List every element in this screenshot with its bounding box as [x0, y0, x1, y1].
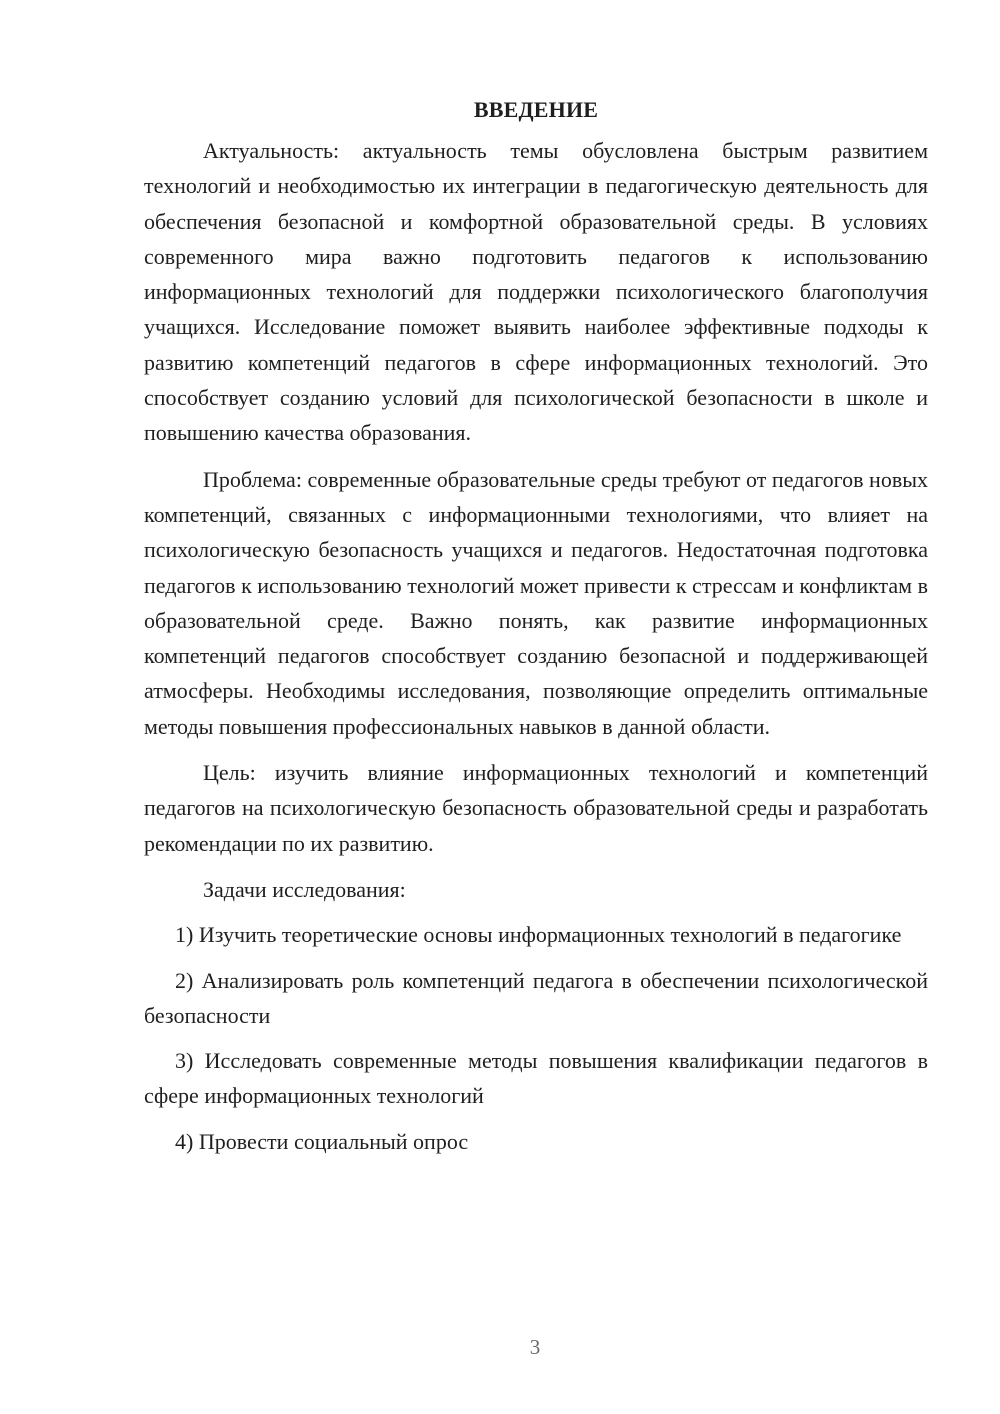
task-item-2: 2) Анализировать роль компетенций педагога в обеспечении психологической безопасности: [144, 967, 928, 1028]
paragraph-goal: Цель: изучить влияние информационных технологий и компетенций педагогов на психологическую безопасность образовательной среды и разработать рекомендации по их развитию.: [144, 760, 928, 856]
task-item-4: 4) Провести социальный опрос: [175, 1128, 469, 1154]
page-title: ВВЕДЕНИЕ: [473, 97, 599, 122]
task-item-3: 3) Исследовать современные методы повышения квалификации педагогов в сфере информационных технологий: [144, 1048, 928, 1109]
page-content: [144, 92, 928, 1169]
paragraph-problem: Проблема: современные образовательные среды требуют от педагогов новых компетенций, связанных с информационными технологиями, что влияет на психологическую безопасность учащихся и педагогов. Недостаточная подготовка педагогов к использованию технологий может привести к стрессам и конфликтам в образовательной среде. Важно понять, как развитие информационных компетенций педагогов способствует созданию безопасной и поддерживающей атмосферы. Необходимы исследования, позволяющие определить оптимальные методы повышения профессиональных навыков в данной области.: [144, 466, 928, 739]
page-number: 3: [529, 1335, 541, 1359]
paragraph-relevance: Актуальность: актуальность темы обусловлена быстрым развитием технологий и необходимостью их интеграции в педагогическую деятельность для обеспечения безопасной и комфортной образовательной среды. В условиях современного мира важно подготовить педагогов к использованию информационных технологий для поддержки психологического благополучия учащихся. Исследование поможет выявить наиболее эффективные подходы к развитию компетенций педагогов в сфере информационных технологий. Это способствует созданию условий для психологической безопасности в школе и повышению качества образования.: [144, 138, 928, 446]
task-item-1: 1) Изучить теоретические основы информационных технологий в педагогике: [175, 922, 902, 948]
tasks-heading: Задачи исследования:: [203, 876, 406, 902]
